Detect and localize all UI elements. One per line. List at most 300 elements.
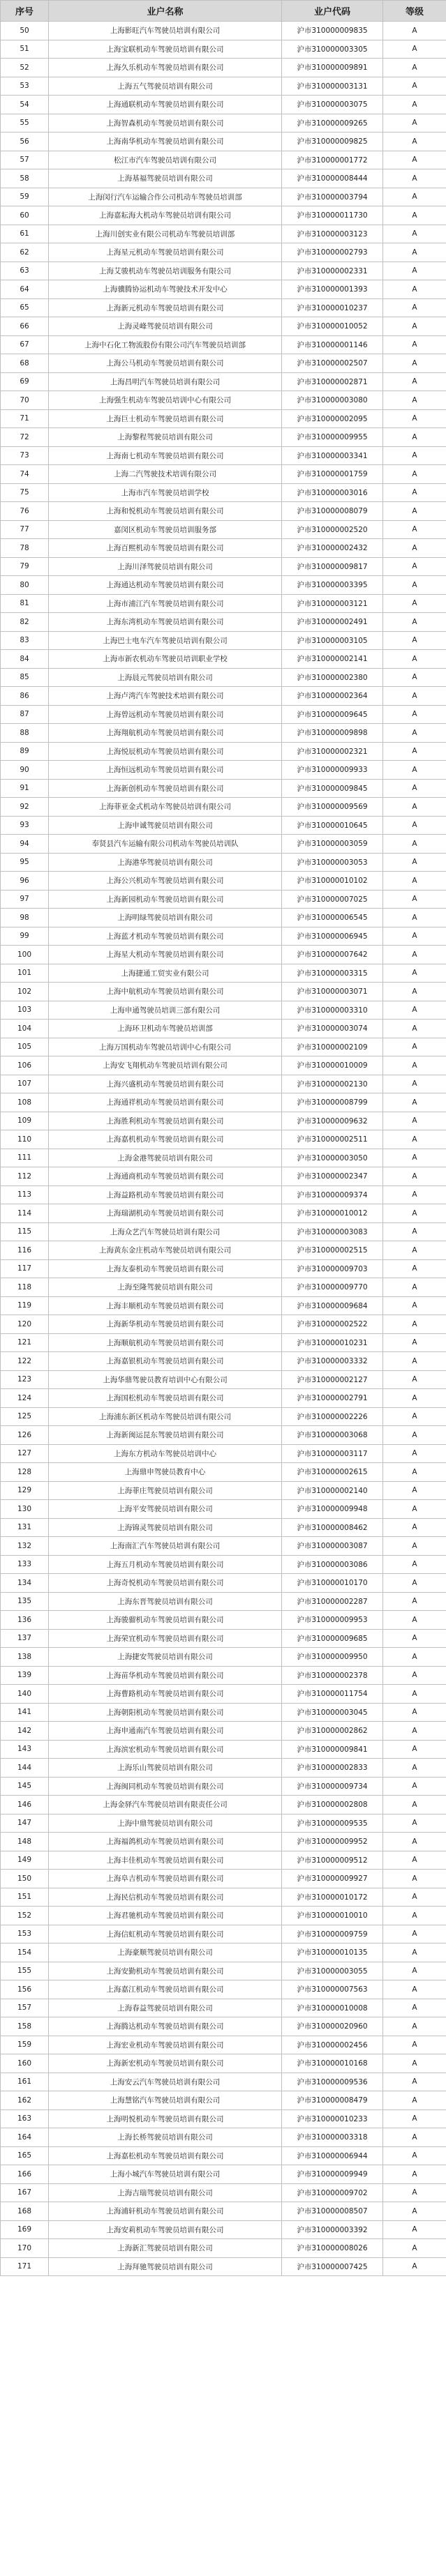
table-row <box>1 1962 446 1980</box>
cell-level: A <box>383 594 446 613</box>
cell-seq: 154 <box>1 1944 49 1962</box>
cell-name: 上海影旺汽车驾驶员培训有限公司 <box>49 22 282 40</box>
cell-seq: 152 <box>1 1907 49 1925</box>
cell-name: 上海智森机动车驾驶员培训有限公司 <box>49 114 282 132</box>
cell-seq: 107 <box>1 1075 49 1093</box>
cell-seq: 64 <box>1 280 49 299</box>
cell-level: A <box>383 1592 446 1611</box>
cell-seq: 131 <box>1 1518 49 1537</box>
cell-code: 沪市310000002862 <box>282 1722 383 1741</box>
cell-level: A <box>383 1648 446 1667</box>
table-row <box>1 1833 446 1851</box>
cell-name: 上海晨元驾驶员培训有限公司 <box>49 668 282 687</box>
cell-seq: 99 <box>1 927 49 946</box>
cell-seq: 98 <box>1 909 49 927</box>
cell-code: 沪市310000003332 <box>282 1352 383 1371</box>
cell-code: 沪市310000009569 <box>282 798 383 817</box>
cell-seq: 161 <box>1 2073 49 2091</box>
cell-seq: 167 <box>1 2183 49 2202</box>
cell-seq: 170 <box>1 2239 49 2258</box>
cell-seq: 55 <box>1 114 49 132</box>
cell-seq: 121 <box>1 1333 49 1352</box>
cell-code: 沪市310000020960 <box>282 2017 383 2036</box>
cell-level: A <box>383 1629 446 1648</box>
cell-code: 沪市310000002130 <box>282 1075 383 1093</box>
cell-code: 沪市310000003315 <box>282 964 383 983</box>
table-row <box>1 1555 446 1574</box>
table-row <box>1 1056 446 1075</box>
table-row <box>1 446 446 465</box>
cell-name: 上海南七机动车驾驶员培训有限公司 <box>49 446 282 465</box>
cell-seq: 74 <box>1 465 49 484</box>
cell-name: 上海顺航机动车驾驶员培训有限公司 <box>49 1333 282 1352</box>
cell-level: A <box>383 280 446 299</box>
cell-level: A <box>383 1241 446 1260</box>
table-row <box>1 335 446 354</box>
cell-level: A <box>383 188 446 206</box>
cell-seq: 108 <box>1 1093 49 1112</box>
table-row <box>1 594 446 613</box>
table-row <box>1 1075 446 1093</box>
cell-code: 沪市310000002615 <box>282 1463 383 1482</box>
cell-code: 沪市310000010168 <box>282 2054 383 2073</box>
table-row <box>1 1444 446 1463</box>
table-row <box>1 96 446 114</box>
cell-name: 上海奇悦机动车驾驶员培训有限公司 <box>49 1574 282 1593</box>
table-row <box>1 1112 446 1130</box>
cell-code: 沪市310000003117 <box>282 1444 383 1463</box>
cell-level: A <box>383 298 446 317</box>
cell-level: A <box>383 1574 446 1593</box>
table-row <box>1 687 446 706</box>
table-row <box>1 1759 446 1778</box>
cell-name: 上海新华机动车驾驶员培训有限公司 <box>49 1315 282 1334</box>
cell-name: 上海鼎申驾驶员教育中心 <box>49 1463 282 1482</box>
cell-name: 上海通祥机动车驾驶员培训有限公司 <box>49 1093 282 1112</box>
table-row <box>1 576 446 595</box>
cell-code: 沪市310000007025 <box>282 890 383 909</box>
cell-seq: 84 <box>1 650 49 669</box>
cell-seq: 69 <box>1 372 49 391</box>
table-row <box>1 465 446 484</box>
table-row <box>1 1999 446 2017</box>
cell-code: 沪市310000002226 <box>282 1407 383 1426</box>
cell-level: A <box>383 1944 446 1962</box>
table-row <box>1 354 446 373</box>
cell-seq: 80 <box>1 576 49 595</box>
cell-code: 沪市310000008507 <box>282 2202 383 2221</box>
table-row <box>1 1851 446 1870</box>
table-body <box>1 22 446 2276</box>
cell-level: A <box>383 1296 446 1315</box>
table-row <box>1 668 446 687</box>
cell-name: 上海万国机动车驾驶员培训中心有限公司 <box>49 1038 282 1056</box>
table-row <box>1 1130 446 1149</box>
table-row <box>1 539 446 558</box>
cell-code: 沪市310000009955 <box>282 428 383 447</box>
cell-level: A <box>383 520 446 539</box>
cell-code: 沪市310000002515 <box>282 1241 383 1260</box>
table-row <box>1 1925 446 1944</box>
cell-name: 上海新园机动车驾驶员培训有限公司 <box>49 890 282 909</box>
table-row <box>1 872 446 891</box>
cell-level: A <box>383 1093 446 1112</box>
cell-name: 上海曹路机动车驾驶员培训有限公司 <box>49 1685 282 1704</box>
cell-code: 沪市310000009952 <box>282 1833 383 1851</box>
cell-seq: 126 <box>1 1426 49 1445</box>
cell-level: A <box>383 983 446 1001</box>
cell-code: 沪市310000002378 <box>282 1666 383 1685</box>
cell-level: A <box>383 1685 446 1704</box>
cell-name: 上海慧铭汽车驾驶员培训有限公司 <box>49 2091 282 2110</box>
cell-level: A <box>383 1980 446 1999</box>
cell-level: A <box>383 114 446 132</box>
cell-name: 上海南华机动车驾驶员培训有限公司 <box>49 132 282 151</box>
cell-level: A <box>383 2257 446 2276</box>
cell-level: A <box>383 1038 446 1056</box>
cell-seq: 88 <box>1 724 49 743</box>
table-row <box>1 2017 446 2036</box>
cell-seq: 151 <box>1 1888 49 1907</box>
cell-level: A <box>383 2146 446 2165</box>
cell-name: 上海新宏机动车驾驶员培训有限公司 <box>49 2054 282 2073</box>
cell-level: A <box>383 1814 446 1833</box>
cell-code: 沪市310000009953 <box>282 1611 383 1630</box>
cell-level: A <box>383 1722 446 1741</box>
table-row <box>1 909 446 927</box>
table-row <box>1 724 446 743</box>
table-row <box>1 298 446 317</box>
cell-name: 上海嘉银机动车驾驶员培训有限公司 <box>49 1352 282 1371</box>
cell-code: 沪市310000009845 <box>282 779 383 798</box>
cell-name: 上海菲亚金式机动车驾驶员培训有限公司 <box>49 798 282 817</box>
cell-code: 沪市310000002127 <box>282 1370 383 1389</box>
cell-level: A <box>383 668 446 687</box>
cell-code: 沪市310000010231 <box>282 1333 383 1352</box>
cell-seq: 95 <box>1 853 49 872</box>
cell-level: A <box>383 1611 446 1630</box>
cell-level: A <box>383 816 446 835</box>
cell-code: 沪市310000009702 <box>282 2183 383 2202</box>
cell-name: 上海五气驾驶员培训有限公司 <box>49 77 282 96</box>
cell-code: 沪市310000003071 <box>282 983 383 1001</box>
cell-level: A <box>383 335 446 354</box>
cell-level: A <box>383 2128 446 2147</box>
cell-code: 沪市310000001393 <box>282 280 383 299</box>
cell-code: 沪市310000003074 <box>282 1020 383 1038</box>
table-row <box>1 1407 446 1426</box>
cell-seq: 139 <box>1 1666 49 1685</box>
cell-seq: 120 <box>1 1315 49 1334</box>
cell-code: 沪市310000010237 <box>282 298 383 317</box>
cell-seq: 143 <box>1 1740 49 1759</box>
cell-code: 沪市310000003305 <box>282 40 383 59</box>
cell-code: 沪市310000003053 <box>282 853 383 872</box>
cell-code: 沪市310000009825 <box>282 132 383 151</box>
cell-level: A <box>383 225 446 243</box>
cell-code: 沪市310000003059 <box>282 835 383 854</box>
table-row <box>1 409 446 428</box>
cell-seq: 148 <box>1 1833 49 1851</box>
cell-code: 沪市310000009950 <box>282 1648 383 1667</box>
cell-seq: 104 <box>1 1020 49 1038</box>
cell-level: A <box>383 1833 446 1851</box>
cell-name: 上海环卫机动车驾驶员培训部 <box>49 1020 282 1038</box>
table-row <box>1 1980 446 1999</box>
cell-seq: 163 <box>1 2109 49 2128</box>
cell-code: 沪市310000010012 <box>282 1204 383 1223</box>
cell-name: 上海金港驾驶员培训有限公司 <box>49 1149 282 1167</box>
cell-name: 上海和悦机动车驾驶员培训有限公司 <box>49 502 282 521</box>
cell-name: 上海强生机动车驾驶员培训中心有限公司 <box>49 391 282 410</box>
cell-level: A <box>383 1259 446 1278</box>
cell-level: A <box>383 1056 446 1075</box>
cell-level: A <box>383 243 446 262</box>
cell-code: 沪市310000010008 <box>282 1999 383 2017</box>
cell-name: 上海安飞翔机动车驾驶员培训有限公司 <box>49 1056 282 1075</box>
cell-name: 上海闽同机动车驾驶员培训有限公司 <box>49 1777 282 1796</box>
cell-level: A <box>383 1555 446 1574</box>
cell-seq: 134 <box>1 1574 49 1593</box>
cell-code: 沪市310000002380 <box>282 668 383 687</box>
cell-code: 沪市310000009512 <box>282 1851 383 1870</box>
header-seq: 序号 <box>1 1 49 22</box>
table-row <box>1 502 446 521</box>
cell-seq: 128 <box>1 1463 49 1482</box>
table-row <box>1 1814 446 1833</box>
cell-seq: 94 <box>1 835 49 854</box>
cell-seq: 82 <box>1 613 49 632</box>
cell-code: 沪市310000010010 <box>282 1907 383 1925</box>
cell-code: 沪市310000010052 <box>282 317 383 336</box>
table-row <box>1 705 446 724</box>
cell-level: A <box>383 1444 446 1463</box>
cell-level: A <box>383 1666 446 1685</box>
table-row <box>1 1167 446 1186</box>
cell-seq: 156 <box>1 1980 49 1999</box>
table-row <box>1 114 446 132</box>
table-row <box>1 225 446 243</box>
cell-level: A <box>383 354 446 373</box>
table-row <box>1 946 446 964</box>
cell-level: A <box>383 1777 446 1796</box>
cell-seq: 76 <box>1 502 49 521</box>
cell-code: 沪市310000002520 <box>282 520 383 539</box>
cell-code: 沪市310000003050 <box>282 1149 383 1167</box>
cell-name: 上海基福驾驶员培训有限公司 <box>49 169 282 188</box>
cell-code: 沪市310000003045 <box>282 1703 383 1722</box>
cell-level: A <box>383 2220 446 2239</box>
cell-code: 沪市310000003123 <box>282 225 383 243</box>
cell-level: A <box>383 96 446 114</box>
table-row <box>1 2165 446 2184</box>
table-row <box>1 1222 446 1241</box>
cell-seq: 85 <box>1 668 49 687</box>
cell-name: 上海黄东金庄机动车驾驶员培训有限公司 <box>49 1241 282 1260</box>
cell-name: 上海艾骏机动车驾驶员培训服务有限公司 <box>49 262 282 280</box>
cell-code: 沪市310000009703 <box>282 1259 383 1278</box>
cell-name: 上海通达机动车驾驶员培训有限公司 <box>49 576 282 595</box>
cell-code: 沪市310000003105 <box>282 631 383 650</box>
cell-code: 沪市310000008026 <box>282 2239 383 2258</box>
header-row <box>1 1 446 22</box>
table-row <box>1 391 446 410</box>
cell-code: 沪市310000010172 <box>282 1888 383 1907</box>
cell-seq: 119 <box>1 1296 49 1315</box>
cell-level: A <box>383 1315 446 1334</box>
cell-level: A <box>383 1888 446 1907</box>
cell-name: 上海川泽驾驶员培训有限公司 <box>49 557 282 576</box>
cell-name: 上海东方机动车驾驶员培训中心 <box>49 1444 282 1463</box>
cell-name: 上海国松机动车驾驶员培训有限公司 <box>49 1389 282 1408</box>
cell-code: 沪市310000002321 <box>282 742 383 761</box>
cell-code: 沪市310000002331 <box>282 262 383 280</box>
table-row <box>1 2183 446 2202</box>
cell-level: A <box>383 2183 446 2202</box>
cell-name: 上海至隆驾驶员培训有限公司 <box>49 1278 282 1297</box>
cell-name: 上海骥腾协运机动车驾驶技术开发中心 <box>49 280 282 299</box>
cell-code: 沪市310000002871 <box>282 372 383 391</box>
cell-seq: 93 <box>1 816 49 835</box>
cell-level: A <box>383 372 446 391</box>
cell-name: 上海豪顺驾驶员培训有限公司 <box>49 1944 282 1962</box>
table-row <box>1 1093 446 1112</box>
cell-level: A <box>383 1870 446 1888</box>
cell-code: 沪市310000008462 <box>282 1518 383 1537</box>
table-row <box>1 1352 446 1371</box>
cell-level: A <box>383 1463 446 1482</box>
cell-seq: 101 <box>1 964 49 983</box>
table-header <box>1 1 446 22</box>
table-row <box>1 761 446 780</box>
table-row <box>1 798 446 817</box>
cell-code: 沪市310000003318 <box>282 2128 383 2147</box>
table-row <box>1 132 446 151</box>
cell-level: A <box>383 1925 446 1944</box>
cell-name: 上海星大机动车驾驶员培训有限公司 <box>49 946 282 964</box>
cell-name: 上海丰顺机动车驾驶员培训有限公司 <box>49 1296 282 1315</box>
cell-name: 上海翔航机动车驾驶员培训有限公司 <box>49 724 282 743</box>
cell-seq: 52 <box>1 59 49 77</box>
cell-name: 上海明悦机动车驾驶员培训有限公司 <box>49 2109 282 2128</box>
cell-seq: 111 <box>1 1149 49 1167</box>
cell-level: A <box>383 835 446 854</box>
cell-seq: 90 <box>1 761 49 780</box>
cell-code: 沪市310000006944 <box>282 2146 383 2165</box>
cell-code: 沪市310000007563 <box>282 1980 383 1999</box>
cell-code: 沪市310000002109 <box>282 1038 383 1056</box>
cell-level: A <box>383 1204 446 1223</box>
cell-code: 沪市310000002511 <box>282 1130 383 1149</box>
cell-seq: 133 <box>1 1555 49 1574</box>
table-row <box>1 1518 446 1537</box>
cell-seq: 125 <box>1 1407 49 1426</box>
table-row <box>1 206 446 225</box>
table-row <box>1 2257 446 2276</box>
cell-level: A <box>383 1426 446 1445</box>
cell-name: 上海滨宏机动车驾驶员培训有限公司 <box>49 1740 282 1759</box>
cell-seq: 155 <box>1 1962 49 1980</box>
cell-name: 上海东湾机动车驾驶员培训有限公司 <box>49 613 282 632</box>
cell-code: 沪市310000002140 <box>282 1481 383 1500</box>
cell-name: 上海五月机动车驾驶员培训有限公司 <box>49 1555 282 1574</box>
cell-level: A <box>383 1370 446 1389</box>
cell-level: A <box>383 1333 446 1352</box>
cell-seq: 100 <box>1 946 49 964</box>
cell-seq: 153 <box>1 1925 49 1944</box>
table-row <box>1 927 446 946</box>
table-row <box>1 557 446 576</box>
cell-seq: 132 <box>1 1537 49 1556</box>
table-row <box>1 1370 446 1389</box>
cell-seq: 138 <box>1 1648 49 1667</box>
cell-code: 沪市310000009949 <box>282 2165 383 2184</box>
cell-seq: 81 <box>1 594 49 613</box>
table-row <box>1 40 446 59</box>
cell-code: 沪市310000010135 <box>282 1944 383 1962</box>
cell-name: 上海通商机动车驾驶员培训有限公司 <box>49 1167 282 1186</box>
cell-name: 上海百熙机动车驾驶员培训有限公司 <box>49 539 282 558</box>
cell-code: 沪市310000002287 <box>282 1592 383 1611</box>
cell-seq: 142 <box>1 1722 49 1741</box>
table-row <box>1 22 446 40</box>
cell-seq: 60 <box>1 206 49 225</box>
cell-name: 上海瑞湖机动车驾驶员培训有限公司 <box>49 1204 282 1223</box>
cell-name: 上海安云汽车驾驶员培训有限公司 <box>49 2073 282 2091</box>
table-row <box>1 1740 446 1759</box>
cell-level: A <box>383 1518 446 1537</box>
cell-level: A <box>383 742 446 761</box>
cell-name: 上海兴盛机动车驾驶员培训有限公司 <box>49 1075 282 1093</box>
cell-name: 上海星元机动车驾驶员培训有限公司 <box>49 243 282 262</box>
table-row <box>1 779 446 798</box>
cell-code: 沪市310000002793 <box>282 243 383 262</box>
cell-seq: 117 <box>1 1259 49 1278</box>
cell-code: 沪市310000003086 <box>282 1555 383 1574</box>
cell-code: 沪市310000002347 <box>282 1167 383 1186</box>
cell-code: 沪市310000002833 <box>282 1759 383 1778</box>
cell-level: A <box>383 1075 446 1093</box>
cell-seq: 112 <box>1 1167 49 1186</box>
cell-code: 沪市310000002791 <box>282 1389 383 1408</box>
cell-name: 上海公马机动车驾驶员培训有限公司 <box>49 354 282 373</box>
cell-code: 沪市310000010233 <box>282 2109 383 2128</box>
cell-level: A <box>383 1796 446 1814</box>
cell-seq: 97 <box>1 890 49 909</box>
cell-name: 上海申通驾驶员培训三部有限公司 <box>49 1001 282 1020</box>
cell-code: 沪市310000009632 <box>282 1112 383 1130</box>
table-row <box>1 243 446 262</box>
cell-seq: 118 <box>1 1278 49 1297</box>
cell-code: 沪市310000009685 <box>282 1629 383 1648</box>
table-row <box>1 650 446 669</box>
cell-level: A <box>383 909 446 927</box>
cell-level: A <box>383 2109 446 2128</box>
cell-seq: 116 <box>1 1241 49 1260</box>
cell-level: A <box>383 539 446 558</box>
cell-seq: 59 <box>1 188 49 206</box>
cell-name: 上海中鼎驾驶员培训有限公司 <box>49 1814 282 1833</box>
cell-level: A <box>383 446 446 465</box>
table-row <box>1 1537 446 1556</box>
cell-seq: 102 <box>1 983 49 1001</box>
cell-name: 上海新创机动车驾驶员培训有限公司 <box>49 779 282 798</box>
table-row <box>1 2239 446 2258</box>
cell-code: 沪市310000009770 <box>282 1278 383 1297</box>
table-row <box>1 1722 446 1741</box>
table-row <box>1 1870 446 1888</box>
cell-seq: 137 <box>1 1629 49 1648</box>
